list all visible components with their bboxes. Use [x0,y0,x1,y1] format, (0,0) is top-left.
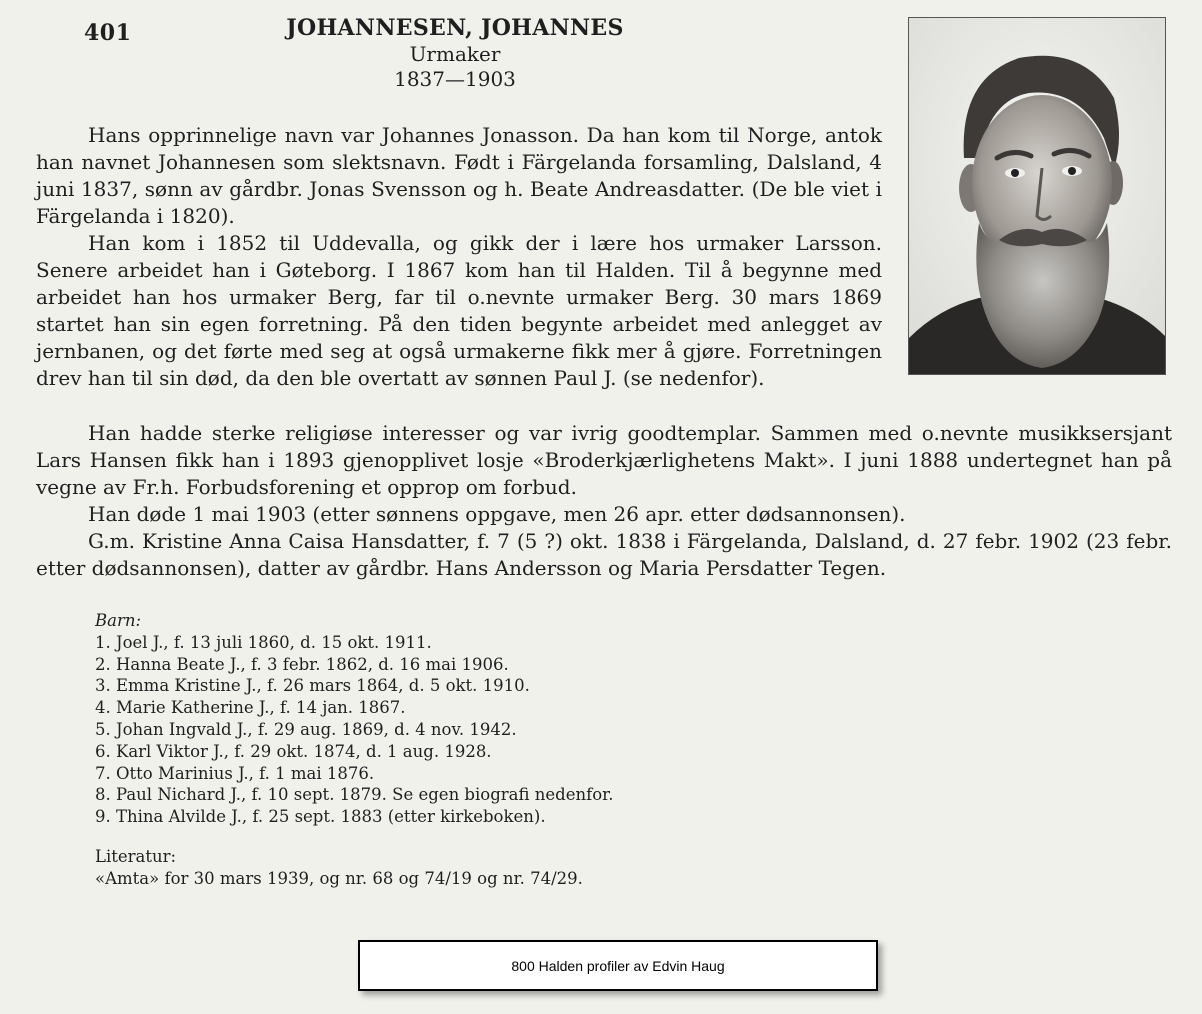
children-heading: Barn: [95,611,142,630]
list-item: 7. Otto Marinius J., f. 1 mai 1876. [95,763,375,783]
list-item: 5. Johan Ingvald J., f. 29 aug. 1869, d. 4 nov. 1942. [95,719,517,739]
paragraph-marriage: G.m. Kristine Anna Caisa Hansdatter, f. 7 (5 ?) okt. 1838 i Färgelanda, Dalsland, d. 27 febr. 1902 (23 febr. etter dødsannonsen), datter av gårdbr. Hans Andersson og Maria Persdatter Tegen. [36,529,1172,580]
portrait-photo-icon [909,18,1165,374]
list-item: 8. Paul Nichard J., f. 10 sept. 1879. Se egen biografi nedenfor. [95,785,614,805]
literature-text: «Amta» for 30 mars 1939, og nr. 68 og 74/19 og nr. 74/29. [95,868,583,888]
list-item: 9. Thina Alvilde J., f. 25 sept. 1883 (etter kirkeboken). [95,807,546,827]
list-item: 4. Marie Katherine J., f. 14 jan. 1867. [95,698,406,718]
paragraph-career: Han kom i 1852 til Uddevalla, og gikk der i lære hos urmaker Larsson. Senere arbeidet han i Gøteborg. I 1867 kom han til Halden. Til å begynne med arbeidet han hos urmaker Berg, far til o.nevnte urmaker Berg. 30 mars 1869 startet han sin egen forretning. På den tiden begynte arbeidet med anlegget av jernbanen, og det førte med seg at også urmakerne fikk mer å gjøre. Forretningen drev han til sin død, da den ble overtatt av sønnen Paul J. (se nedenfor). [36,231,882,390]
paragraph-interests: Han hadde sterke religiøse interesser og var ivrig goodtemplar. Sammen med o.nevnte musikksersjant Lars Hansen fikk han i 1893 gjenopplivet losje «Broderkjærlighetens Makt». I juni 1888 undertegnet han på vegne av Fr.h. Forbudsforening et opprop om forbud. [36,421,1172,499]
biography-text-bottom [36,420,1172,582]
caption-text: 800 Halden profiler av Edvin Haug [511,957,725,974]
literature-heading: Literatur: [95,846,177,866]
page-number: 401 [84,20,132,46]
biography-header [260,14,650,92]
person-name: JOHANNESEN, JOHANNES [286,15,624,41]
caption-box [358,940,878,991]
paragraph-origin: Hans opprinnelige navn var Johannes Jonasson. Da han kom til Norge, antok han navnet Johannesen som slektsnavn. Født i Färgelanda forsamling, Dalsland, 4 juni 1837, sønn av gårdbr. Jonas Svensson og h. Beate Andreasdatter. (De ble viet i Färgelanda i 1820). [36,123,882,228]
paragraph-death: Han døde 1 mai 1903 (etter sønnens oppgave, men 26 apr. etter dødsannonsen). [88,502,906,526]
family-and-literature [95,610,915,890]
list-item: 1. Joel J., f. 13 juli 1860, d. 15 okt. 1911. [95,632,432,652]
list-item: 3. Emma Kristine J., f. 26 mars 1864, d. 5 okt. 1910. [95,676,530,696]
person-occupation: Urmaker [409,42,501,66]
children-list [95,632,915,828]
biography-text-top [36,122,882,392]
person-years: 1837—1903 [394,67,516,91]
portrait-photo [908,17,1166,375]
list-item: 6. Karl Viktor J., f. 29 okt. 1874, d. 1 aug. 1928. [95,741,492,761]
list-item: 2. Hanna Beate J., f. 3 febr. 1862, d. 16 mai 1906. [95,654,509,674]
